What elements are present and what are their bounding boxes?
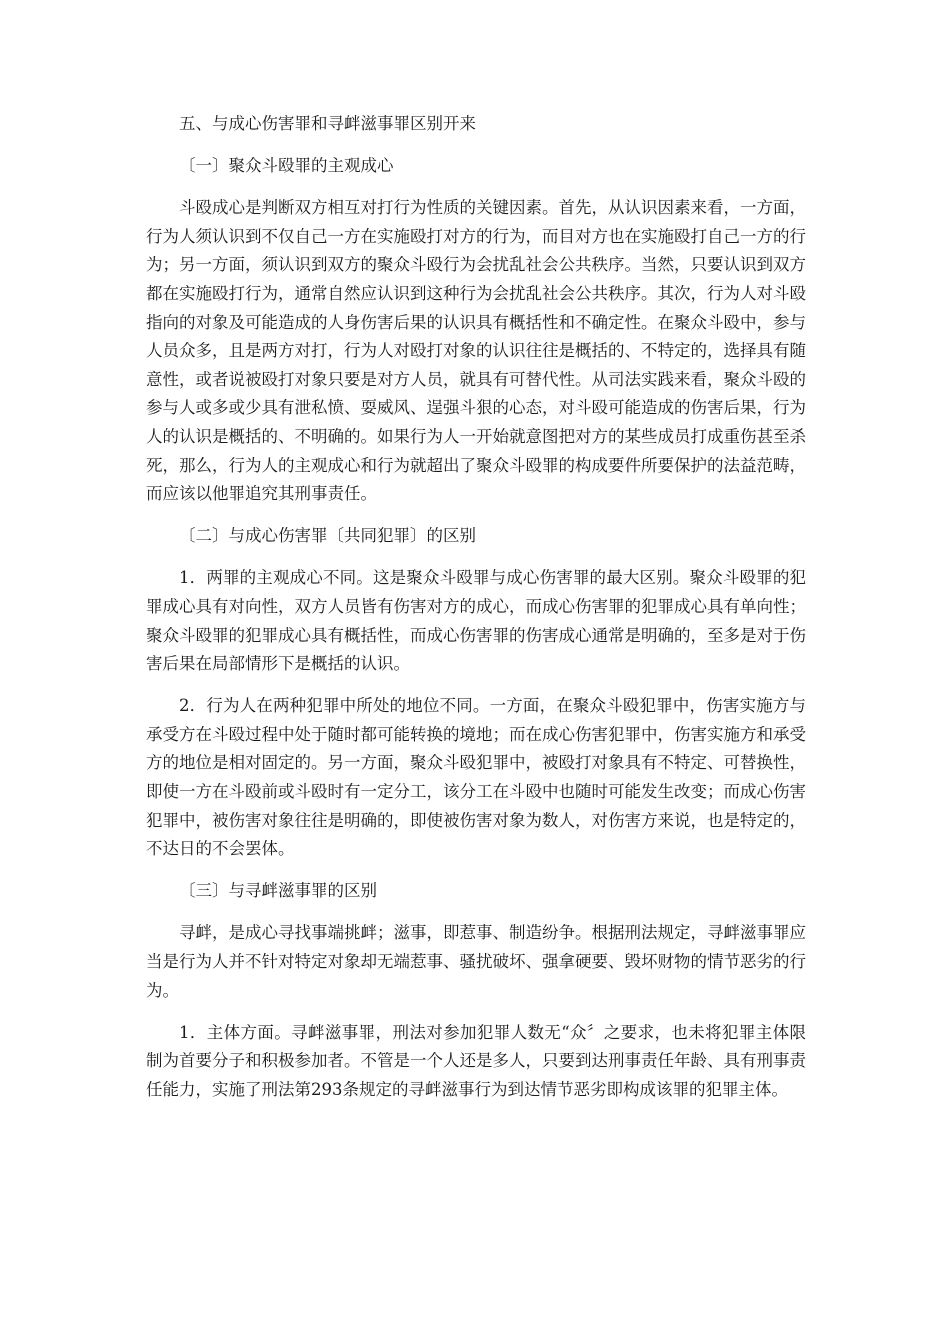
subsection-heading: 〔一〕聚众斗殴罪的主观成心 (179, 156, 394, 176)
document-body (146, 110, 806, 1118)
body-paragraph: 1．两罪的主观成心不同。这是聚众斗殴罪与成心伤害罪的最大区别。聚众斗殴罪的犯罪成心具有对向性，双方人员皆有伤害对方的成心，而成心伤害罪的犯罪成心具有单向性；聚众斗殴罪的犯罪成心具有概括性，而成心伤害罪的伤害成心通常是明确的，至多是对于伤害后果在局部情形下是概括的认识。 (146, 568, 806, 674)
subsection-heading: 〔二〕与成心伤害罪〔共同犯罪〕的区别 (179, 526, 476, 546)
body-paragraph: 斗殴成心是判断双方相互对打行为性质的关键因素。首先，从认识因素来看，一方面，行为人须认识到不仅自己一方在实施殴打对方的行为，而目对方也在实施殴打自己一方的行为；另一方面，须认识到双方的聚众斗殴行为会扰乱社会公共秩序。当然，只要认识到双方都在实施殴打行为，通常自然应认识到这种行为会扰乱社会公共秩序。其次，行为人对斗殴指向的对象及可能造成的人身伤害后果的认识具有概括性和不确定性。在聚众斗殴中，参与人员众多，且是两方对打，行为人对殴打对象的认识往往是概括的、不特定的，选择具有随意性，或者说被殴打对象只要是对方人员，就具有可替代性。从司法实践来看，聚众斗殴的参与人或多或少具有泄私愤、耍威风、逞强斗狠的心态，对斗殴可能造成的伤害后果，行为人的认识是概括的、不明确的。如果行为人一开始就意图把对方的某些成员打成重伤甚至杀死，那么，行为人的主观成心和行为就超出了聚众斗殴罪的构成要件所要保护的法益范畴，而应该以他罪追究其刑事责任。 (146, 198, 806, 504)
body-paragraph: 1．主体方面。寻衅滋事罪，刑法对参加犯罪人数无“众〞之要求，也未将犯罪主体限制为首要分子和积极参加者。不管是一个人还是多人，只要到达刑事责任年龄、具有刑事责任能力，实施了刑法第293条规定的寻衅滋事行为到达情节恶劣即构成该罪的犯罪主体。 (146, 1022, 806, 1099)
subsection-heading: 〔三〕与寻衅滋事罪的区别 (179, 881, 377, 901)
body-paragraph: 寻衅，是成心寻找事端挑衅；滋事，即惹事、制造纷争。根据刑法规定，寻衅滋事罪应当是行为人并不针对特定对象却无端惹事、骚扰破坏、强拿硬要、毁坏财物的情节恶劣的行为。 (146, 923, 806, 1000)
section-heading: 五、与成心伤害罪和寻衅滋事罪区别开来 (179, 114, 476, 133)
body-paragraph: 2．行为人在两种犯罪中所处的地位不同。一方面，在聚众斗殴犯罪中，伤害实施方与承受方在斗殴过程中处于随时都可能转换的境地；而在成心伤害犯罪中，伤害实施方和承受方的地位是相对固定的。另一方面，聚众斗殴犯罪中，被殴打对象具有不特定、可替换性，即使一方在斗殴前或斗殴时有一定分工，该分工在斗殴中也随时可能发生改变；而成心伤害犯罪中，被伤害对象往往是明确的，即使被伤害对象为数人，对伤害方来说，也是特定的，不达日的不会罢体。 (146, 696, 806, 859)
